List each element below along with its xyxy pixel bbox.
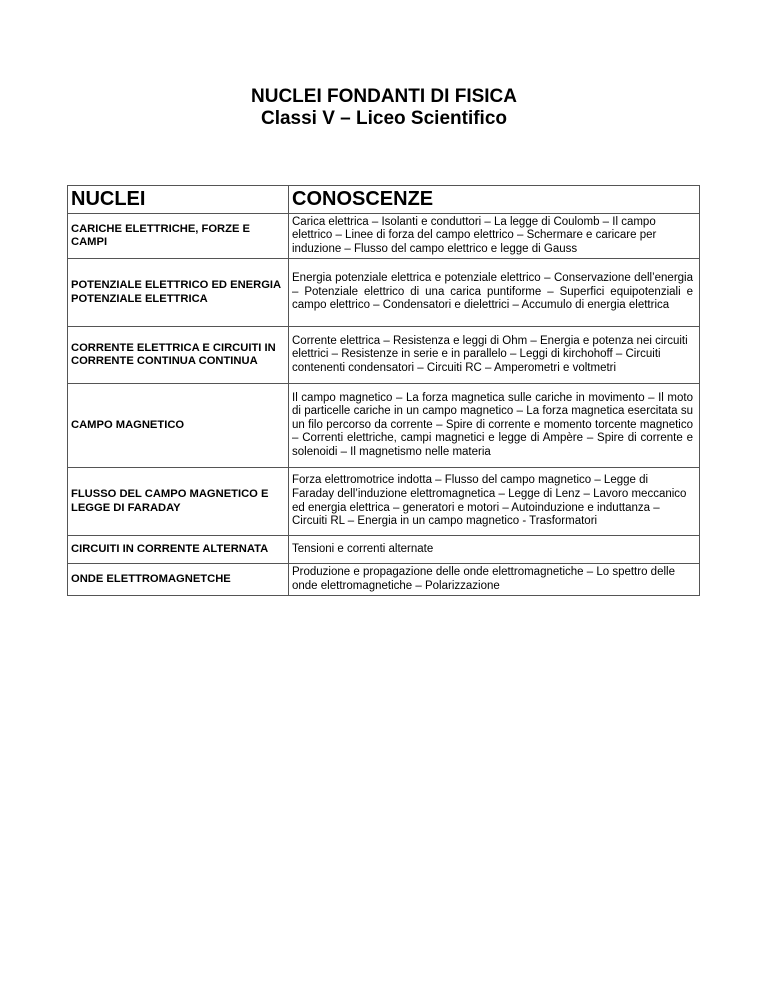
conoscenze-cell: Il campo magnetico – La forza magnetica sulle cariche in movimento – Il moto di particelle cariche in un campo magnetico – La forza magnetica esercitata su un filo percorso da corrente – Spire di corrente e momento torcente magnetico – Correnti elettriche, campi magnetici e legge di Ampère – Spire di corrente e solenoidi – Il magnetismo nelle materia: [289, 384, 700, 468]
table-header-row: [68, 186, 700, 214]
conoscenze-cell: Produzione e propagazione delle onde elettromagnetiche – Lo spettro delle onde elettromagnetiche – Polarizzazione: [289, 564, 700, 596]
nucleo-cell: CIRCUITI IN CORRENTE ALTERNATA: [68, 536, 289, 564]
nucleo-cell: CORRENTE ELETTRICA E CIRCUITI IN CORRENTE CONTINUA CONTINUA: [68, 327, 289, 384]
table-row: [68, 327, 700, 384]
nuclei-table: [67, 185, 700, 596]
table-row: [68, 564, 700, 596]
table-row: [68, 214, 700, 259]
page-subtitle: Classi V – Liceo Scientifico: [260, 108, 508, 129]
header-nuclei: NUCLEI: [68, 186, 289, 214]
header-conoscenze: CONOSCENZE: [289, 186, 700, 214]
page-title: NUCLEI FONDANTI DI FISICA: [251, 86, 517, 107]
conoscenze-cell: Carica elettrica – Isolanti e conduttori – La legge di Coulomb – Il campo elettrico – Linee di forza del campo elettrico – Schermare e caricare per induzione – Flusso del campo elettrico e legge di Gauss: [289, 214, 700, 259]
nucleo-cell: CAMPO MAGNETICO: [68, 384, 289, 468]
nucleo-cell: ONDE ELETTROMAGNETCHE: [68, 564, 289, 596]
conoscenze-cell: Forza elettromotrice indotta – Flusso del campo magnetico – Legge di Faraday dell’induzione elettromagnetica – Legge di Lenz – Lavoro meccanico ed energia elettrica – generatori e motori – Autoinduzione e induttanza – Circuiti RL – Energia in un campo magnetico - Trasformatori: [289, 468, 700, 536]
nucleo-cell: POTENZIALE ELETTRICO ED ENERGIA POTENZIALE ELETTRICA: [68, 259, 289, 327]
table-row: [68, 536, 700, 564]
conoscenze-cell: Energia potenziale elettrica e potenziale elettrico – Conservazione dell’energia – Potenziale elettrico di una carica puntiforme – Superfici equipotenziali e campo elettrico – Condensatori e dielettrici – Accumulo di energia elettrica: [289, 259, 700, 327]
table-row: [68, 259, 700, 327]
conoscenze-cell: Corrente elettrica – Resistenza e leggi di Ohm – Energia e potenza nei circuiti elettrici – Resistenze in serie e in parallelo – Leggi di kirchohoff – Circuiti contenenti condensatori – Circuiti RC – Amperometri e voltmetri: [289, 327, 700, 384]
conoscenze-cell: Tensioni e correnti alternate: [289, 536, 700, 564]
nucleo-cell: CARICHE ELETTRICHE, FORZE E CAMPI: [68, 214, 289, 259]
nucleo-cell: FLUSSO DEL CAMPO MAGNETICO E LEGGE DI FARADAY: [68, 468, 289, 536]
table-row: [68, 384, 700, 468]
table-row: [68, 468, 700, 536]
